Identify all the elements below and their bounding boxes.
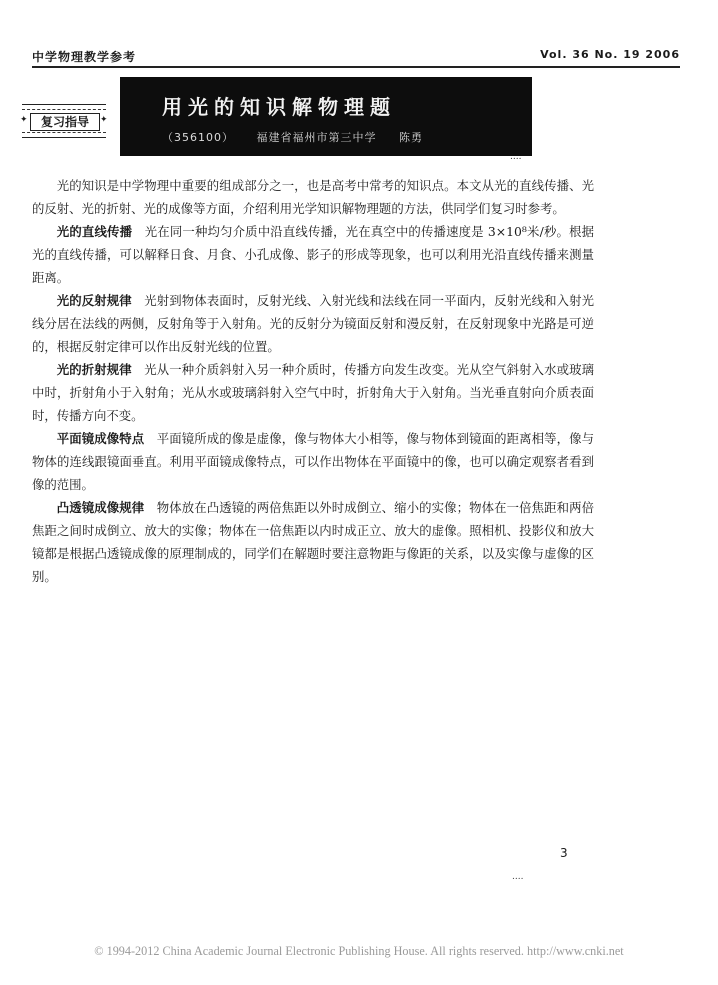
paragraph-lead: 光的直线传播: [56, 224, 133, 239]
ornament-icon: ✦: [20, 115, 28, 125]
title-banner: [120, 77, 532, 156]
decorative-rule: [22, 132, 106, 133]
paragraph-lead: 光的反射规律: [56, 293, 132, 308]
paragraph-text: 光射到物体表面时，反射光线、入射光线和法线在同一平面内，反射光线和入射光线分居在法线的两侧，反射角等于入射角。光的反射分为镜面反射和漫反射，在反射现象中光路是可逆的，根据反射定律可以作出反射光线的位置。: [32, 293, 595, 354]
paragraph: [32, 496, 594, 588]
article-body: [32, 174, 594, 588]
copyright-footer: © 1994-2012 China Academic Journal Electronic Publishing House. All rights reserved. http://www.cnki.net: [94, 944, 624, 958]
paragraph-text: 平面镜所成的像是虚像，像与物体大小相等，像与物体到镜面的距离相等，像与物体的连线跟镜面垂直。利用平面镜成像特点，可以作出物体在平面镜中的像，也可以确定观察者看到像的范围。: [32, 431, 595, 492]
ornament-icon: ✦: [100, 115, 108, 125]
paragraph: [32, 174, 594, 220]
column-tag: [22, 104, 106, 138]
decorative-dots: ....: [510, 152, 522, 162]
journal-name: 中学物理教学参考: [32, 50, 137, 64]
paragraph-lead: 凸透镜成像规律: [56, 500, 145, 515]
paragraph: [32, 358, 594, 427]
volume-info: Vol. 36 No. 19 2006: [540, 48, 680, 61]
paragraph-lead: 平面镜成像特点: [56, 431, 145, 446]
decorative-dots: ....: [512, 872, 524, 882]
paragraph: [32, 220, 594, 289]
paragraph: [32, 427, 594, 496]
paragraph-lead: 光的折射规律: [56, 362, 132, 377]
page-number: 3: [560, 846, 568, 860]
byline: [162, 129, 441, 145]
decorative-rule: [22, 109, 106, 110]
paragraph-text: 物体放在凸透镜的两倍焦距以外时成倒立、缩小的实像；物体在一倍焦距和两倍焦距之间时成倒立、放大的实像；物体在一倍焦距以内时成正立、放大的虚像。照相机、投影仪和放大镜都是根据凸透镜成像的原理制成的，同学们在解题时要注意物距与像距的关系，以及实像与虚像的区别。: [32, 500, 595, 584]
paragraph-text: 光从一种介质斜射入另一种介质时，传播方向发生改变。光从空气斜射入水或玻璃中时，折射角小于入射角；光从水或玻璃斜射入空气中时，折射角大于入射角。当光垂直射向介质表面时，传播方向不变。: [32, 362, 595, 423]
paragraph-text: 光在同一种均匀介质中沿直线传播，光在真空中的传播速度是 3×10⁸米/秒。根据光的直线传播，可以解释日食、月食、小孔成像、影子的形成等现象，也可以利用光沿直线传播来测量距离。: [32, 224, 595, 285]
column-label: 复习指导: [30, 113, 100, 131]
author-affiliation: 福建省福州市第三中学: [256, 131, 377, 144]
author-code: （356100）: [162, 131, 234, 144]
author-name: 陈勇: [399, 131, 423, 144]
paragraph-text: 光的知识是中学物理中重要的组成部分之一，也是高考中常考的知识点。本文从光的直线传播、光的反射、光的折射、光的成像等方面，介绍利用光学知识解物理题的方法，供同学们复习时参考。: [32, 178, 594, 216]
article-title: 用光的知识解物理题: [162, 95, 396, 119]
running-header: [32, 48, 680, 68]
paragraph: [32, 289, 594, 358]
